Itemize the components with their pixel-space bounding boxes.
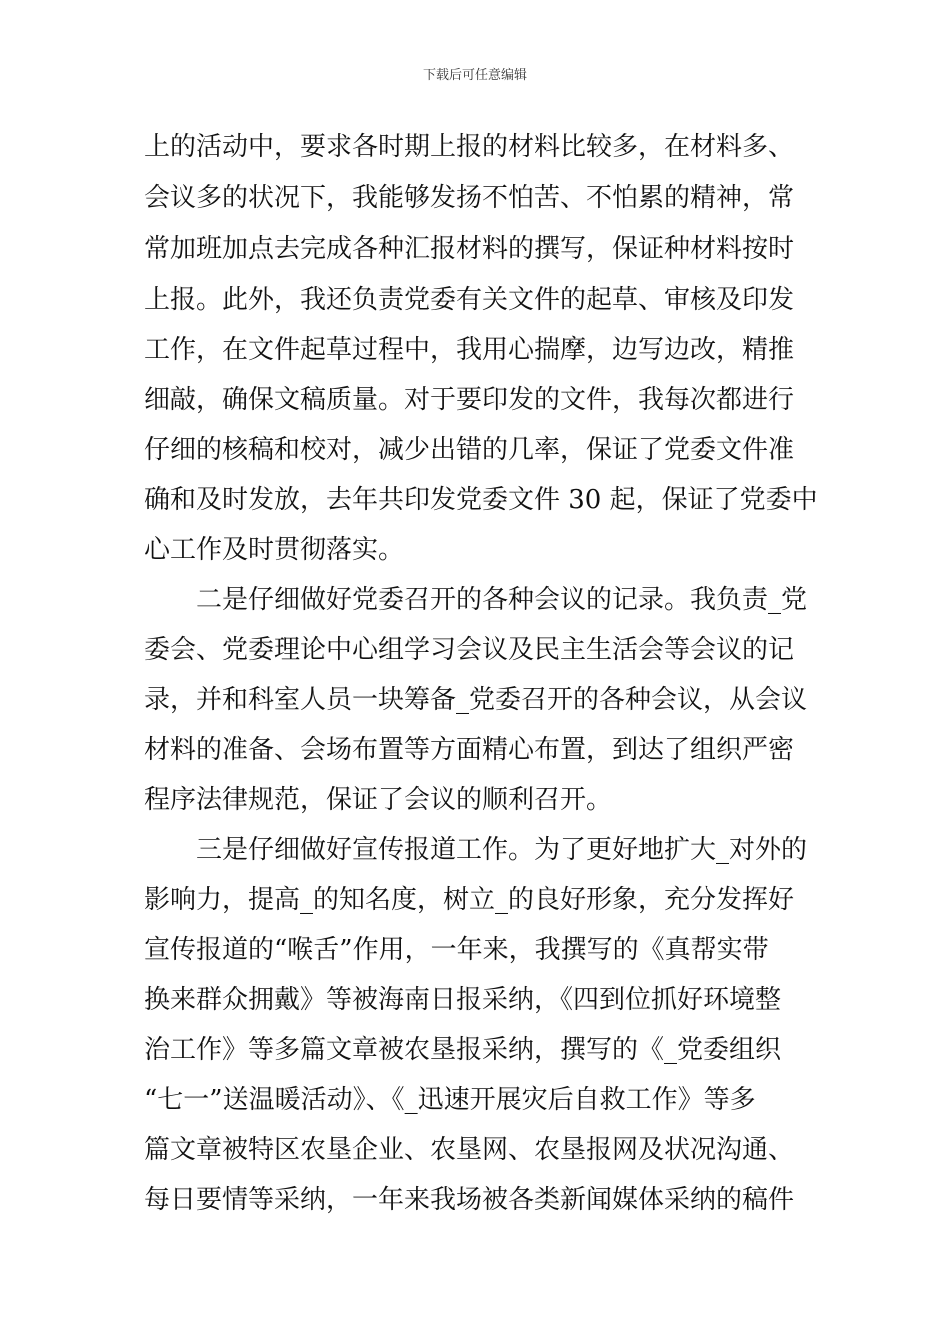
text-line: 上的活动中，要求各时期上报的材料比较多，在材料多、 bbox=[144, 132, 795, 162]
text-line: 换来群众拥戴》等被海南日报采纳，《四到位抓好环境整 bbox=[144, 985, 782, 1015]
text-line: 委会、党委理论中心组学习会议及民主生活会等会议的记 bbox=[144, 635, 795, 665]
page-header: 下载后可任意编辑 bbox=[422, 68, 527, 83]
text-line: 工作，在文件起草过程中，我用心揣摩，边写边改，精推 bbox=[144, 335, 795, 365]
text-line: 影响力，提高_的知名度，树立_的良好形象，充分发挥好 bbox=[144, 885, 795, 915]
text-line: 每日要情等采纳，一年来我场被各类新闻媒体采纳的稿件 bbox=[144, 1185, 795, 1215]
text-line: 细敲，确保文稿质量。对于要印发的文件，我每次都进行 bbox=[144, 385, 795, 415]
text-line: 常加班加点去完成各种汇报材料的撰写，保证种材料按时 bbox=[144, 234, 795, 264]
text-line: 确和及时发放，去年共印发党委文件 30 起，保证了党委中 bbox=[144, 485, 818, 515]
text-line: 材料的准备、会场布置等方面精心布置，到达了组织严密 bbox=[144, 735, 795, 765]
text-line: 宣传报道的“喉舌”作用，一年来，我撰写的《真帮实带 bbox=[144, 935, 769, 965]
text-line: 治工作》等多篇文章被农垦报采纳，撰写的《_党委组织 bbox=[144, 1035, 782, 1065]
paragraph-first-line: 二是仔细做好党委召开的各种会议的记录。我负责_党 bbox=[196, 585, 808, 615]
text-line: 心工作及时贯彻落实。 bbox=[144, 535, 405, 565]
text-line: 程序法律规范，保证了会议的顺利召开。 bbox=[144, 785, 613, 815]
text-line: 仔细的核稿和校对，减少出错的几率，保证了党委文件准 bbox=[144, 435, 795, 465]
paragraph-first-line: 三是仔细做好宣传报道工作。为了更好地扩大_对外的 bbox=[196, 835, 808, 865]
text-line: “七一”送温暖活动》、《_迅速开展灾后自救工作》等多 bbox=[144, 1085, 756, 1115]
text-line: 上报。此外，我还负责党委有关文件的起草、审核及印发 bbox=[144, 285, 795, 315]
text-line: 篇文章被特区农垦企业、农垦网、农垦报网及状况沟通、 bbox=[144, 1135, 795, 1165]
text-line: 会议多的状况下，我能够发扬不怕苦、不怕累的精神，常 bbox=[144, 183, 795, 213]
text-line: 录，并和科室人员一块筹备_党委召开的各种会议，从会议 bbox=[144, 685, 808, 715]
